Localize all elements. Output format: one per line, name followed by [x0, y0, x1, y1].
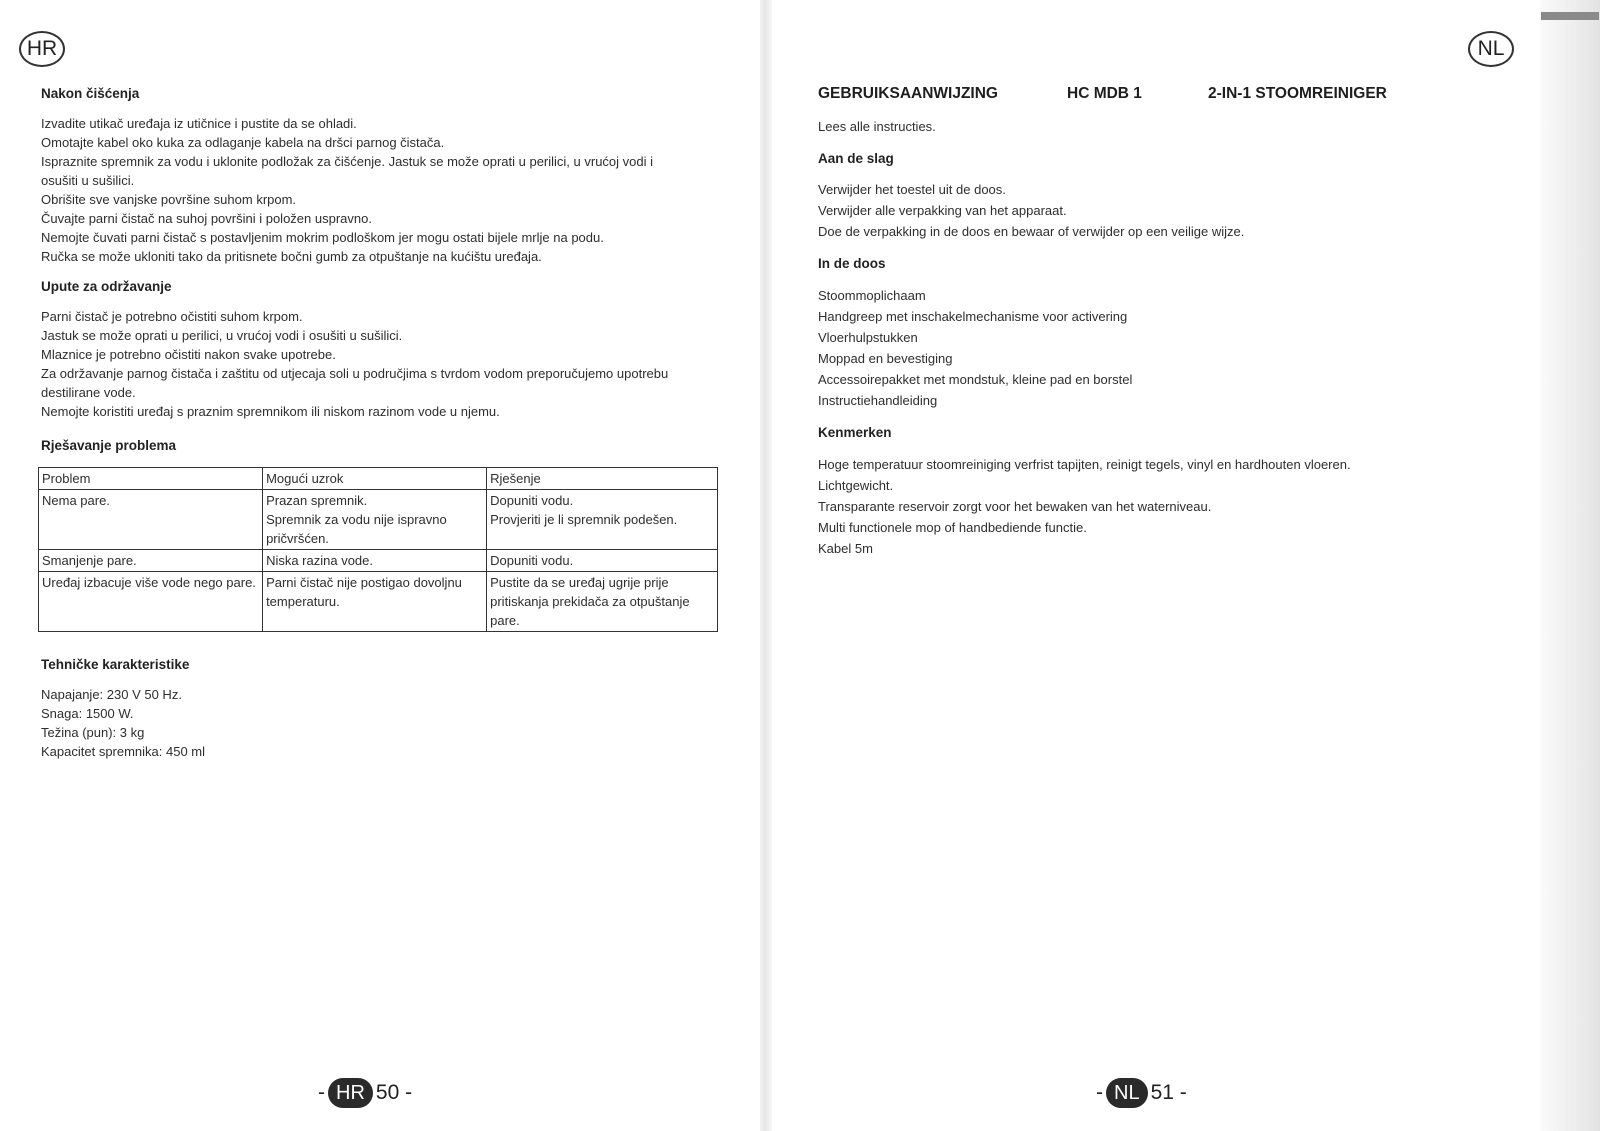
text-line: Nemojte čuvati parni čistač s postavljenim mokrim podloškom jer mogu ostati bijele mrlje na podu. [41, 230, 604, 245]
text-line: Multi functionele mop of handbediende functie. [818, 520, 1087, 535]
page-nl [760, 0, 1540, 1131]
text-line: Transparante reservoir zorgt voor het bewaken van het waterniveau. [818, 499, 1212, 514]
section-title: Kenmerken [818, 425, 892, 440]
section-title: Aan de slag [818, 151, 894, 166]
text-line: destilirane vode. [41, 385, 136, 400]
cell-line: Uređaj izbacuje više vode nego pare. [42, 575, 256, 590]
table-cell [39, 550, 263, 572]
page-edge [1540, 0, 1600, 1131]
text-line: Accessoirepakket met mondstuk, kleine pad en borstel [818, 372, 1133, 387]
footer-dash: - [1096, 1081, 1103, 1104]
table-cell [39, 490, 263, 550]
section-body [41, 114, 653, 266]
column-header: Rješenje [487, 468, 718, 490]
text-line: Lichtgewicht. [818, 478, 894, 493]
page-number: 50 - [375, 1081, 413, 1104]
section-body [818, 179, 1244, 242]
section-title: Tehničke karakteristike [41, 657, 190, 672]
section-title: In de doos [818, 256, 886, 271]
text-line: Jastuk se može oprati u perilici, u vrućoj vodi i osušiti u sušilici. [41, 328, 403, 343]
text-line: Vloerhulpstukken [818, 330, 918, 345]
text-line: Mlaznice je potrebno očistiti nakon svake upotrebe. [41, 347, 336, 362]
footer-dash: - [318, 1081, 325, 1104]
text-line: Handgreep met inschakelmechanisme voor activering [818, 309, 1128, 324]
text-line: Instructiehandleiding [818, 393, 938, 408]
table-header-row [39, 468, 718, 490]
page-number: 51 - [1150, 1081, 1187, 1104]
cell-line: Smanjenje pare. [42, 553, 137, 568]
table-cell [487, 550, 718, 572]
table-row [39, 490, 718, 550]
cell-line: Pustite da se uređaj ugrije prije pritiskanja prekidača za otpuštanje pare. [490, 575, 690, 628]
text-line: Verwijder alle verpakking van het apparaat. [818, 203, 1067, 218]
text-line: Doe de verpakking in de doos en bewaar of verwijder op een veilige wijze. [818, 224, 1245, 239]
cell-line: Dopuniti vodu. [490, 493, 574, 508]
page-number-footer [318, 1078, 412, 1108]
text-line: Napajanje: 230 V 50 Hz. [41, 687, 182, 702]
text-line: Nemojte koristiti uređaj s praznim spremnikom ili niskom razinom vode u njemu. [41, 404, 500, 419]
table-cell [263, 550, 487, 572]
cell-line: Provjeriti je li spremnik podešen. [490, 512, 678, 527]
section-body [41, 307, 668, 421]
text-line: Hoge temperatuur stoomreiniging verfrist tapijten, reinigt tegels, vinyl en hardhouten vloeren. [818, 457, 1351, 472]
text-line: Kapacitet spremnika: 450 ml [41, 744, 206, 759]
section-body [818, 285, 1132, 411]
table-row [39, 550, 718, 572]
cell-line: Niska razina vode. [266, 553, 374, 568]
text-line: Čuvajte parni čistač na suhoj površini i položen uspravno. [41, 211, 372, 226]
language-badge-hr: HR [19, 31, 65, 67]
cell-line: Prazan spremnik. [266, 493, 368, 508]
language-badge-nl: NL [1468, 31, 1514, 67]
text-line: Moppad en bevestiging [818, 351, 953, 366]
text-line: Snaga: 1500 W. [41, 706, 134, 721]
text-line: Verwijder het toestel uit de doos. [818, 182, 1006, 197]
cell-line: Dopuniti vodu. [490, 553, 574, 568]
column-header: Problem [39, 468, 263, 490]
text-line: Stoommoplichaam [818, 288, 926, 303]
section-body [818, 454, 1351, 559]
text-line: Obrišite sve vanjske površine suhom krpom. [41, 192, 297, 207]
table-row [39, 572, 718, 632]
cell-line: Spremnik za vodu nije ispravno pričvršćen. [266, 512, 447, 546]
text-line: Izvadite utikač uređaja iz utičnice i pustite da se ohladi. [41, 116, 357, 131]
cell-line: Parni čistač nije postigao dovoljnu temperaturu. [266, 575, 462, 609]
text-line: Za održavanje parnog čistača i zaštitu od utjecaja soli u područjima s tvrdom vodom preporučujemo upotrebu [41, 366, 669, 381]
cell-line: Nema pare. [42, 493, 110, 508]
text-line: Ispraznite spremnik za vodu i uklonite podložak za čišćenje. Jastuk se može oprati u perilici, u vrućoj vodi i [41, 154, 654, 169]
edge-mark [1541, 12, 1599, 20]
troubleshooting-table [38, 467, 718, 632]
footer-language-badge: NL [1106, 1078, 1148, 1108]
table-cell [39, 572, 263, 632]
text-line: Kabel 5m [818, 541, 873, 556]
page-hr [0, 0, 760, 1131]
section-body [41, 685, 205, 761]
text-line: Ručka se može ukloniti tako da pritisnete bočni gumb za otpuštanje na kućištu uređaja. [41, 249, 542, 264]
text-line: Omotajte kabel oko kuka za odlaganje kabela na dršci parnog čistača. [41, 135, 445, 150]
page-number-footer [1096, 1078, 1187, 1108]
product-name: 2-IN-1 STOOMREINIGER [1208, 85, 1387, 102]
table-cell [487, 490, 718, 550]
column-header: Mogući uzrok [263, 468, 487, 490]
table-cell [263, 490, 487, 550]
table-cell [487, 572, 718, 632]
section-title: Nakon čišćenja [41, 86, 140, 101]
footer-language-badge: HR [328, 1078, 373, 1108]
section-title: Upute za održavanje [41, 279, 172, 294]
table-cell [263, 572, 487, 632]
model-number: HC MDB 1 [1067, 85, 1142, 102]
text-line: Težina (pun): 3 kg [41, 725, 145, 740]
section-title: Rješavanje problema [41, 438, 177, 453]
manual-title: GEBRUIKSAANWIJZING [818, 85, 998, 102]
text-line: osušiti u sušilici. [41, 173, 135, 188]
intro-text: Lees alle instructies. [818, 119, 936, 134]
text-line: Parni čistač je potrebno očistiti suhom krpom. [41, 309, 303, 324]
